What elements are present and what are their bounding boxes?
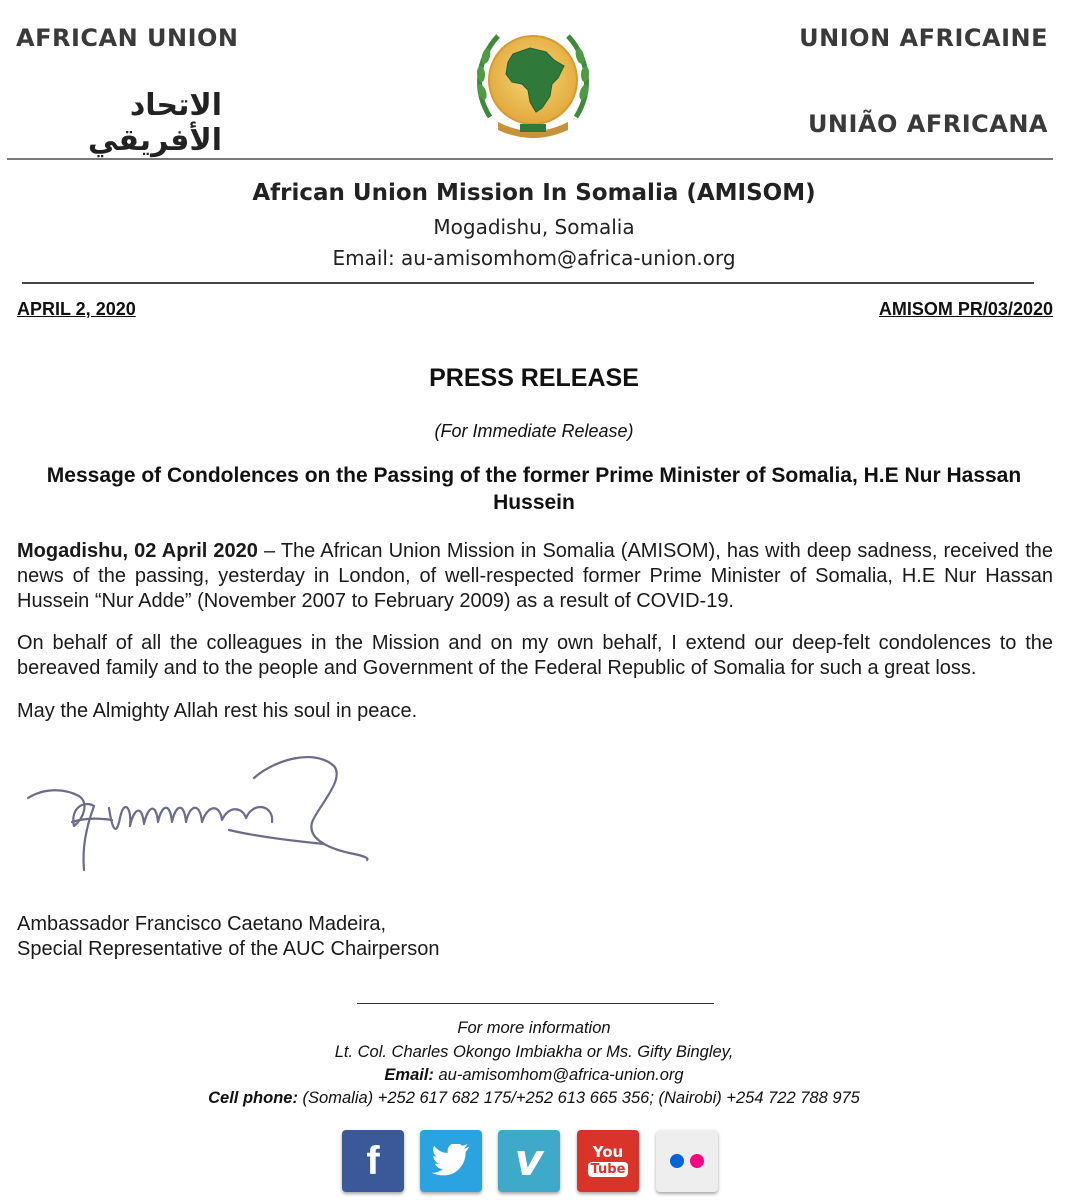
header-divider — [7, 158, 1053, 160]
dateline: Mogadishu, 02 April 2020 — [17, 540, 258, 562]
body-paragraph-3: May the Almighty Allah rest his soul in peace. — [17, 700, 418, 722]
press-release-title: PRESS RELEASE — [429, 364, 639, 392]
release-date: APRIL 2, 2020 — [17, 299, 136, 319]
youtube-icon — [588, 1145, 629, 1177]
mission-name: African Union Mission In Somalia (AMISOM) — [252, 180, 816, 206]
youtube-button[interactable] — [577, 1130, 639, 1192]
youtube-icon-bottom: Tube — [588, 1162, 629, 1177]
footer-phone-line — [0, 1089, 1068, 1108]
flickr-button[interactable] — [656, 1130, 718, 1192]
release-headline: Message of Condolences on the Passing of the former Prime Minister of Somalia, H.E Nur Hassan Hussein — [46, 464, 1022, 514]
org-name-portuguese: UNIÃO AFRICANA — [807, 110, 1048, 138]
handwritten-signature — [24, 748, 374, 878]
footer-divider — [357, 1003, 714, 1004]
paragraph-1-text: – The African Union Mission in Somalia (AMISOM), has with deep sadness, received the news of the passing, yesterday in London, of well-respected former Prime Minister of Somalia, H.E Nur Hassan Hussein “Nur Adde” (November 2007 to February 2009) as a result of COVID-19. — [17, 540, 1054, 612]
signatory-block — [17, 912, 439, 962]
african-union-emblem — [468, 22, 598, 144]
mission-divider — [22, 282, 1034, 284]
contact-names: Lt. Col. Charles Okongo Imbiakha or Ms. Gifty Bingley, — [334, 1043, 734, 1061]
mission-location: Mogadishu, Somalia — [433, 215, 635, 239]
org-name-english: AFRICAN UNION — [16, 24, 239, 52]
footer-email-value[interactable]: au-amisomhom@africa-union.org — [433, 1066, 684, 1084]
facebook-button[interactable] — [342, 1130, 404, 1192]
org-name-french: UNION AFRICAINE — [799, 24, 1048, 52]
org-name-arabic: الاتحاد الأفريقي — [87, 88, 222, 158]
more-info-label: For more information — [457, 1019, 611, 1037]
vimeo-button[interactable] — [498, 1130, 560, 1192]
mission-email: Email: au-amisomhom@africa-union.org — [332, 246, 736, 270]
twitter-icon — [431, 1144, 471, 1178]
youtube-icon-top: You — [592, 1143, 624, 1161]
body-paragraph-1 — [17, 539, 1053, 614]
signatory-name: Ambassador Francisco Caetano Madeira, — [17, 913, 387, 935]
flickr-icon — [667, 1151, 707, 1171]
signatory-title: Special Representative of the AUC Chairperson — [17, 938, 440, 960]
twitter-button[interactable] — [420, 1130, 482, 1192]
facebook-icon: f — [366, 1138, 380, 1183]
release-reference: AMISOM PR/03/2020 — [878, 299, 1053, 319]
footer-email-label: Email: — [384, 1066, 434, 1084]
footer-email-line — [0, 1066, 1068, 1085]
footer-phone-label: Cell phone: — [208, 1089, 298, 1107]
vimeo-icon: v — [514, 1135, 544, 1186]
footer-phone-value: (Somalia) +252 617 682 175/+252 613 665 356; (Nairobi) +254 722 788 975 — [297, 1089, 860, 1107]
body-paragraph-2: On behalf of all the colleagues in the Mission and on my own behalf, I extend our deep-felt condolences to the bereaved family and to the people and Government of the Federal Republic of Somalia for such a great loss. — [17, 632, 1053, 679]
release-subtitle: (For Immediate Release) — [434, 421, 634, 441]
